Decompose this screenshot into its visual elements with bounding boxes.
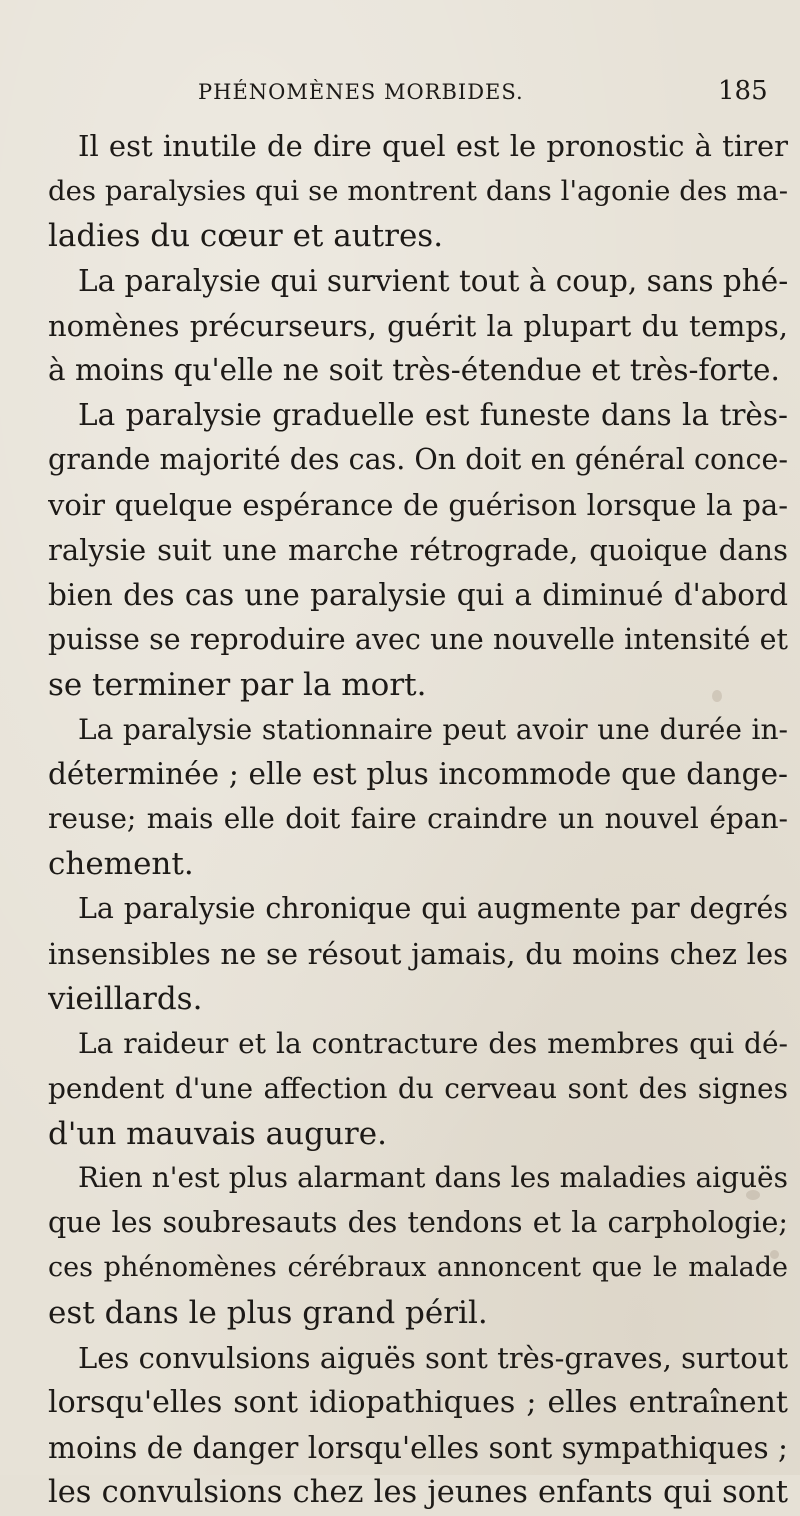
text-line: bien des cas une paralysie qui a diminué d'abord <box>48 577 788 612</box>
text-line: les convulsions chez les jeunes enfants qui sont <box>48 1474 788 1510</box>
text-line: chement. <box>48 846 194 883</box>
text-line: voir quelque espérance de guérison lorsque la pa- <box>48 488 788 523</box>
text-line: La paralysie chronique qui augmente par degrés <box>78 892 788 926</box>
running-head-title: PHÉNOMÈNES MORBIDES. <box>198 80 524 104</box>
text-line: Il est inutile de dire quel est le pronostic à tirer <box>78 129 788 163</box>
text-line: déterminée ; elle est plus incommode que dange- <box>48 757 788 792</box>
text-line: des paralysies qui se montrent dans l'agonie des ma- <box>48 174 788 207</box>
text-line: moins de danger lorsqu'elles sont sympathiques ; <box>48 1430 788 1465</box>
text-line: d'un mauvais augure. <box>48 1115 387 1152</box>
text-line: Rien n'est plus alarmant dans les maladies aiguës <box>78 1161 788 1195</box>
page-number: 185 <box>718 76 768 106</box>
text-line: Les convulsions aiguës sont très-graves, surtout <box>78 1341 788 1376</box>
text-line: ralysie suit une marche rétrograde, quoique dans <box>48 533 788 568</box>
text-line: à moins qu'elle ne soit très-étendue et très-forte. <box>48 353 780 388</box>
text-line: ces phénomènes cérébraux annoncent que le malade <box>48 1252 788 1284</box>
text-line: est dans le plus grand péril. <box>48 1295 488 1332</box>
running-head <box>0 60 800 106</box>
paper-spot <box>712 690 722 702</box>
text-line: La raideur et la contracture des membres qui dé- <box>78 1026 788 1060</box>
text-line: vieillards. <box>48 980 203 1017</box>
text-line: pendent d'une affection du cerveau sont des signes <box>48 1071 788 1105</box>
text-line: ladies du cœur et autres. <box>48 217 444 254</box>
body-text <box>48 124 788 1516</box>
text-line: insensibles ne se résout jamais, du moins chez les <box>48 937 788 972</box>
text-line: se terminer par la mort. <box>48 666 427 703</box>
paper-spot <box>770 1250 779 1259</box>
text-line: nomènes précurseurs, guérit la plupart du temps, <box>48 308 788 343</box>
text-line: lorsqu'elles sont idiopathiques ; elles entraînent <box>48 1384 788 1420</box>
text-line: La paralysie qui survient tout à coup, sans phé- <box>78 263 788 298</box>
text-line: reuse; mais elle doit faire craindre un nouvel épan- <box>48 802 788 836</box>
text-line: La paralysie stationnaire peut avoir une durée in- <box>78 712 788 746</box>
text-line: que les soubresauts des tendons et la carphologie; <box>48 1206 788 1240</box>
text-line: grande majorité des cas. On doit en général conce- <box>48 443 788 477</box>
text-line: La paralysie graduelle est funeste dans la très- <box>78 398 788 433</box>
paper-spot <box>746 1190 760 1200</box>
text-line: puisse se reproduire avec une nouvelle intensité et <box>48 622 788 656</box>
